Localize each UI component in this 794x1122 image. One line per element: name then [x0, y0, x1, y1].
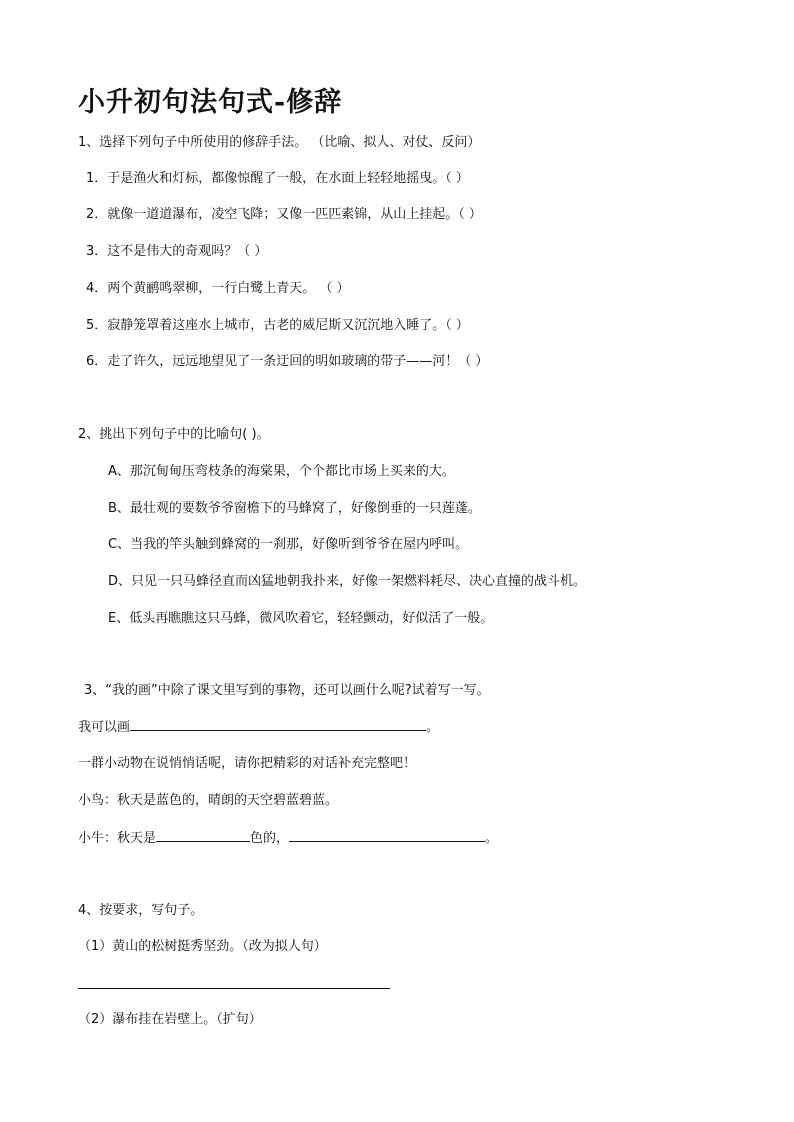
q2-option-c: C、当我的竿头触到蜂窝的一刹那，好像听到爷爷在屋内呼叫。 [108, 537, 469, 552]
q4-item-1-answer-line[interactable] [78, 988, 390, 989]
q1-item-5: 5．寂静笼罩着这座水上城市，古老的威尼斯又沉沉地入睡了。（ ） [86, 318, 469, 333]
q1-item-6: 6．走了许久，远远地望见了一条迂回的明如玻璃的带子——河！（ ） [86, 354, 489, 369]
calf-suffix: 。 [485, 831, 499, 846]
draw-prefix: 我可以画 [78, 720, 131, 735]
q4-prompt: 4、按要求，写句子。 [78, 903, 204, 918]
q1-prompt: 1、选择下列句子中所使用的修辞手法。 （比喻、拟人、对仗、反问） [78, 135, 481, 150]
q3-bird-line: 小鸟：秋天是蓝色的，晴朗的天空碧蓝碧蓝。 [78, 793, 339, 808]
q1-item-3: 3．这不是伟大的奇观吗？（ ） [86, 244, 268, 259]
q2-option-a: A、那沉甸甸压弯枝条的海棠果，个个都比市场上买来的大。 [108, 464, 455, 479]
q2-prompt: 2、挑出下列句子中的比喻句( )。 [78, 427, 270, 442]
calf-mid: 色的， [250, 831, 290, 846]
q3-dialog-intro: 一群小动物在说悄悄话呢，请你把精彩的对话补充完整吧！ [78, 756, 417, 771]
calf-color-blank[interactable] [156, 829, 250, 842]
q2-option-d: D、只见一只马蜂径直而凶猛地朝我扑来，好像一架燃料耗尽、决心直撞的战斗机。 [108, 574, 587, 589]
q2-option-e: E、低头再瞧瞧这只马蜂，微风吹着它，轻轻颤动，好似活了一般。 [108, 611, 494, 626]
q3-prompt: 3、“我的画”中除了课文里写到的事物，还可以画什么呢?试着写一写。 [84, 683, 490, 698]
q2-option-b: B、最壮观的要数爷爷窗檐下的马蜂窝了，好像倒垂的一只莲蓬。 [108, 501, 481, 516]
q1-item-4: 4．两个黄鹂鸣翠柳，一行白鹭上青天。 （ ） [86, 281, 350, 296]
draw-answer-blank[interactable] [130, 718, 426, 731]
q3-calf-line [78, 829, 498, 848]
calf-prefix: 小牛：秋天是 [78, 831, 157, 846]
calf-answer-blank[interactable] [289, 829, 485, 842]
page-title: 小升初句法句式-修辞 [78, 87, 343, 118]
q3-draw-line [78, 718, 439, 737]
q1-item-2: 2．就像一道道瀑布，凌空飞降；又像一匹匹素锦，从山上挂起。（ ） [86, 207, 482, 222]
q4-item-1: （1）黄山的松树挺秀坚劲。（改为拟人句） [78, 939, 327, 954]
q1-item-1: 1．于是渔火和灯标，都像惊醒了一般，在水面上轻轻地摇曳。（ ） [86, 171, 469, 186]
q4-item-2: （2）瀑布挂在岩壁上。（扩句） [78, 1012, 262, 1027]
draw-suffix: 。 [426, 720, 440, 735]
